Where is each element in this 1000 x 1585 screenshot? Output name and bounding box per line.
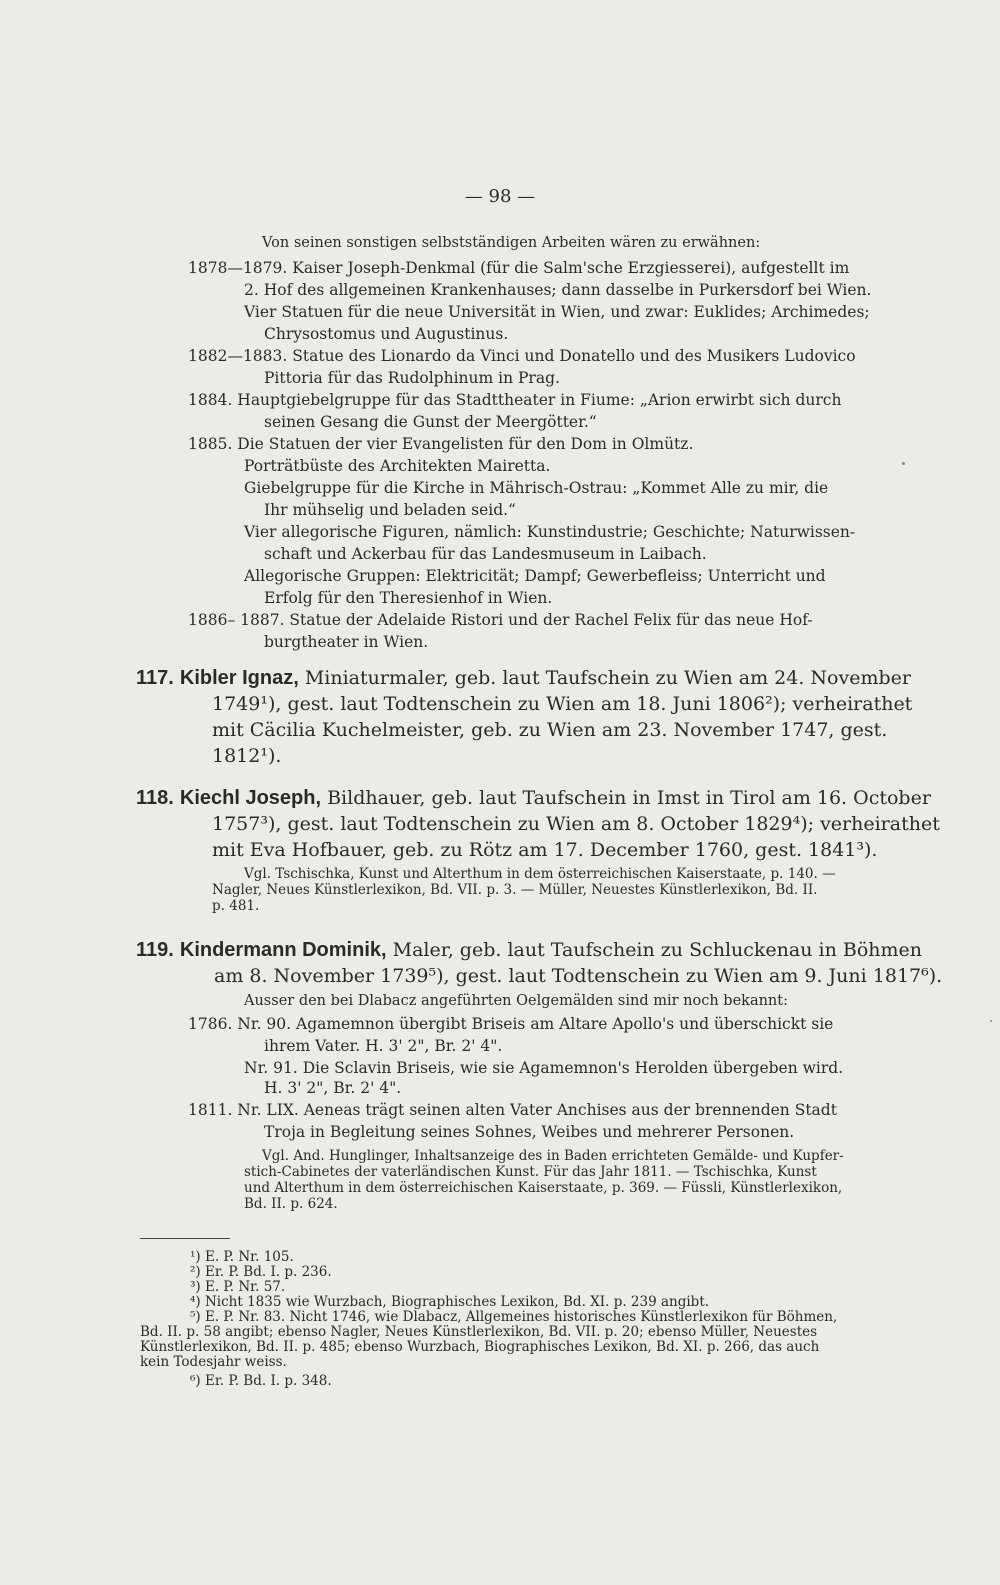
reference-line: Bd. II. p. 624.	[244, 1196, 338, 1212]
reference-line: Vgl. Tschischka, Kunst und Alterthum in dem österreichischen Kaiserstaate, p. 140. —	[244, 866, 836, 882]
entry-text: 1749¹), gest. laut Todtenschein zu Wien am 18. Juni 1806²); verheirathet	[212, 693, 913, 715]
reference-line: Vgl. And. Hunglinger, Inhaltsanzeige des in Baden errichteten Gemälde- und Kupfer-	[262, 1148, 844, 1164]
footnote: Bd. II. p. 58 angibt; ebenso Nagler, Neues Künstlerlexikon, Bd. VII. p. 20; ebenso Müller, Neuestes	[140, 1324, 818, 1340]
work-line: 1882—1883. Statue des Lionardo da Vinci und Donatello und des Musikers Ludovico	[188, 347, 856, 365]
footnote: ⁶) Er. P. Bd. I. p. 348.	[190, 1373, 332, 1389]
footnote: ⁵) E. P. Nr. 83. Nicht 1746, wie Dlabacz, Allgemeines historisches Künstlerlexikon für Böhmen,	[190, 1309, 838, 1325]
entry-number: 117.	[136, 667, 174, 689]
entry-text: Maler, geb. laut Taufschein zu Schluckenau in Böhmen	[392, 939, 923, 961]
entry-name: Kindermann Dominik,	[179, 939, 387, 961]
work-line: 1811. Nr. LIX. Aeneas trägt seinen alten Vater Anchises aus der brennenden Stadt	[188, 1101, 837, 1119]
work-line: seinen Gesang die Gunst der Meergötter.“	[264, 413, 597, 431]
footnote: ¹) E. P. Nr. 105.	[190, 1249, 294, 1265]
works-intro: Von seinen sonstigen selbstständigen Arbeiten wären zu erwähnen:	[262, 235, 761, 251]
work-line: 1878—1879. Kaiser Joseph-Denkmal (für die Salm'sche Erzgiesserei), aufgestellt im	[188, 259, 850, 277]
footnote: ²) Er. P. Bd. I. p. 236.	[190, 1264, 332, 1280]
work-line: Troja in Begleitung seines Sohnes, Weibes und mehrerer Personen.	[264, 1123, 795, 1141]
entry-heading	[136, 786, 931, 810]
work-line: Pittoria für das Rudolphinum in Prag.	[264, 369, 560, 387]
entry-text: mit Cäcilia Kuchelmeister, geb. zu Wien am 23. November 1747, gest.	[212, 719, 888, 741]
work-line: Porträtbüste des Architekten Mairetta.	[244, 457, 551, 475]
work-line: 1786. Nr. 90. Agamemnon übergibt Briseis am Altare Apollo's und überschickt sie	[188, 1015, 834, 1033]
footnote: ³) E. P. Nr. 57.	[190, 1279, 286, 1295]
entry-text: Bildhauer, geb. laut Taufschein in Imst in Tirol am 16. October	[327, 787, 931, 809]
footnote-divider	[140, 1238, 230, 1239]
work-line: burgtheater in Wien.	[264, 633, 429, 651]
work-line: schaft und Ackerbau für das Landesmuseum in Laibach.	[264, 545, 707, 563]
reference-line: p. 481.	[212, 898, 260, 914]
footnote: ⁴) Nicht 1835 wie Wurzbach, Biographisches Lexikon, Bd. XI. p. 239 angibt.	[190, 1294, 710, 1310]
entry-heading	[136, 938, 922, 962]
entry-name: Kiechl Joseph,	[179, 787, 322, 809]
work-line: Vier Statuen für die neue Universität in Wien, und zwar: Euklides; Archimedes;	[244, 303, 870, 321]
work-line: 1886– 1887. Statue der Adelaide Ristori und der Rachel Felix für das neue Hof-	[188, 611, 813, 629]
work-line: Chrysostomus und Augustinus.	[264, 325, 509, 343]
entry-number: 118.	[136, 787, 174, 809]
reference-line: und Alterthum in dem österreichischen Kaiserstaate, p. 369. — Füssli, Künstlerlexikon,	[244, 1180, 843, 1196]
entry-text: am 8. November 1739⁵), gest. laut Todtenschein zu Wien am 9. Juni 1817⁶).	[214, 965, 943, 987]
work-line: Giebelgruppe für die Kirche in Mährisch-Ostrau: „Kommet Alle zu mir, die	[244, 479, 829, 497]
entry-text: 1757³), gest. laut Todtenschein zu Wien am 8. October 1829⁴); verheirathet	[212, 813, 940, 835]
work-line: 2. Hof des allgemeinen Krankenhauses; dann dasselbe in Purkersdorf bei Wien.	[244, 281, 872, 299]
work-line: 1884. Hauptgiebelgruppe für das Stadttheater in Fiume: „Arion erwirbt sich durch	[188, 391, 842, 409]
footnote: kein Todesjahr weiss.	[140, 1354, 287, 1370]
work-line: Vier allegorische Figuren, nämlich: Kunstindustrie; Geschichte; Naturwissen-	[244, 523, 856, 541]
footnote: Künstlerlexikon, Bd. II. p. 485; ebenso Wurzbach, Biographisches Lexikon, Bd. XI. p. 266, das auch	[140, 1339, 820, 1355]
work-line: Ihr mühselig und beladen seid.“	[264, 501, 516, 519]
entry-heading	[136, 666, 911, 690]
reference-line: stich-Cabinetes der vaterländischen Kunst. Für das Jahr 1811. — Tschischka, Kunst	[244, 1164, 817, 1180]
works-intro: Ausser den bei Dlabacz angeführten Oelgemälden sind mir noch bekannt:	[244, 993, 788, 1009]
entry-name: Kibler Ignaz,	[179, 667, 299, 689]
work-line: Allegorische Gruppen: Elektricität; Dampf; Gewerbefleiss; Unterricht und	[244, 567, 826, 585]
entry-number: 119.	[136, 939, 174, 961]
entry-text: mit Eva Hofbauer, geb. zu Rötz am 17. December 1760, gest. 1841³).	[212, 839, 878, 861]
reference-line: Nagler, Neues Künstlerlexikon, Bd. VII. p. 3. — Müller, Neuestes Künstlerlexikon, Bd. II.	[212, 882, 818, 898]
work-line: ihrem Vater. H. 3' 2", Br. 2' 4".	[264, 1037, 503, 1055]
work-line: 1885. Die Statuen der vier Evangelisten für den Dom in Olmütz.	[188, 435, 694, 453]
work-line: Nr. 91. Die Sclavin Briseis, wie sie Agamemnon's Herolden übergeben wird.	[244, 1059, 844, 1077]
page-number: — 98 —	[464, 186, 536, 207]
paper-speck	[990, 1020, 992, 1022]
work-line: Erfolg für den Theresienhof in Wien.	[264, 589, 553, 607]
entry-text: 1812¹).	[212, 745, 282, 767]
work-line: H. 3' 2", Br. 2' 4".	[264, 1079, 402, 1097]
entry-text: Miniaturmaler, geb. laut Taufschein zu Wien am 24. November	[304, 667, 911, 689]
paper-speck	[902, 462, 905, 465]
